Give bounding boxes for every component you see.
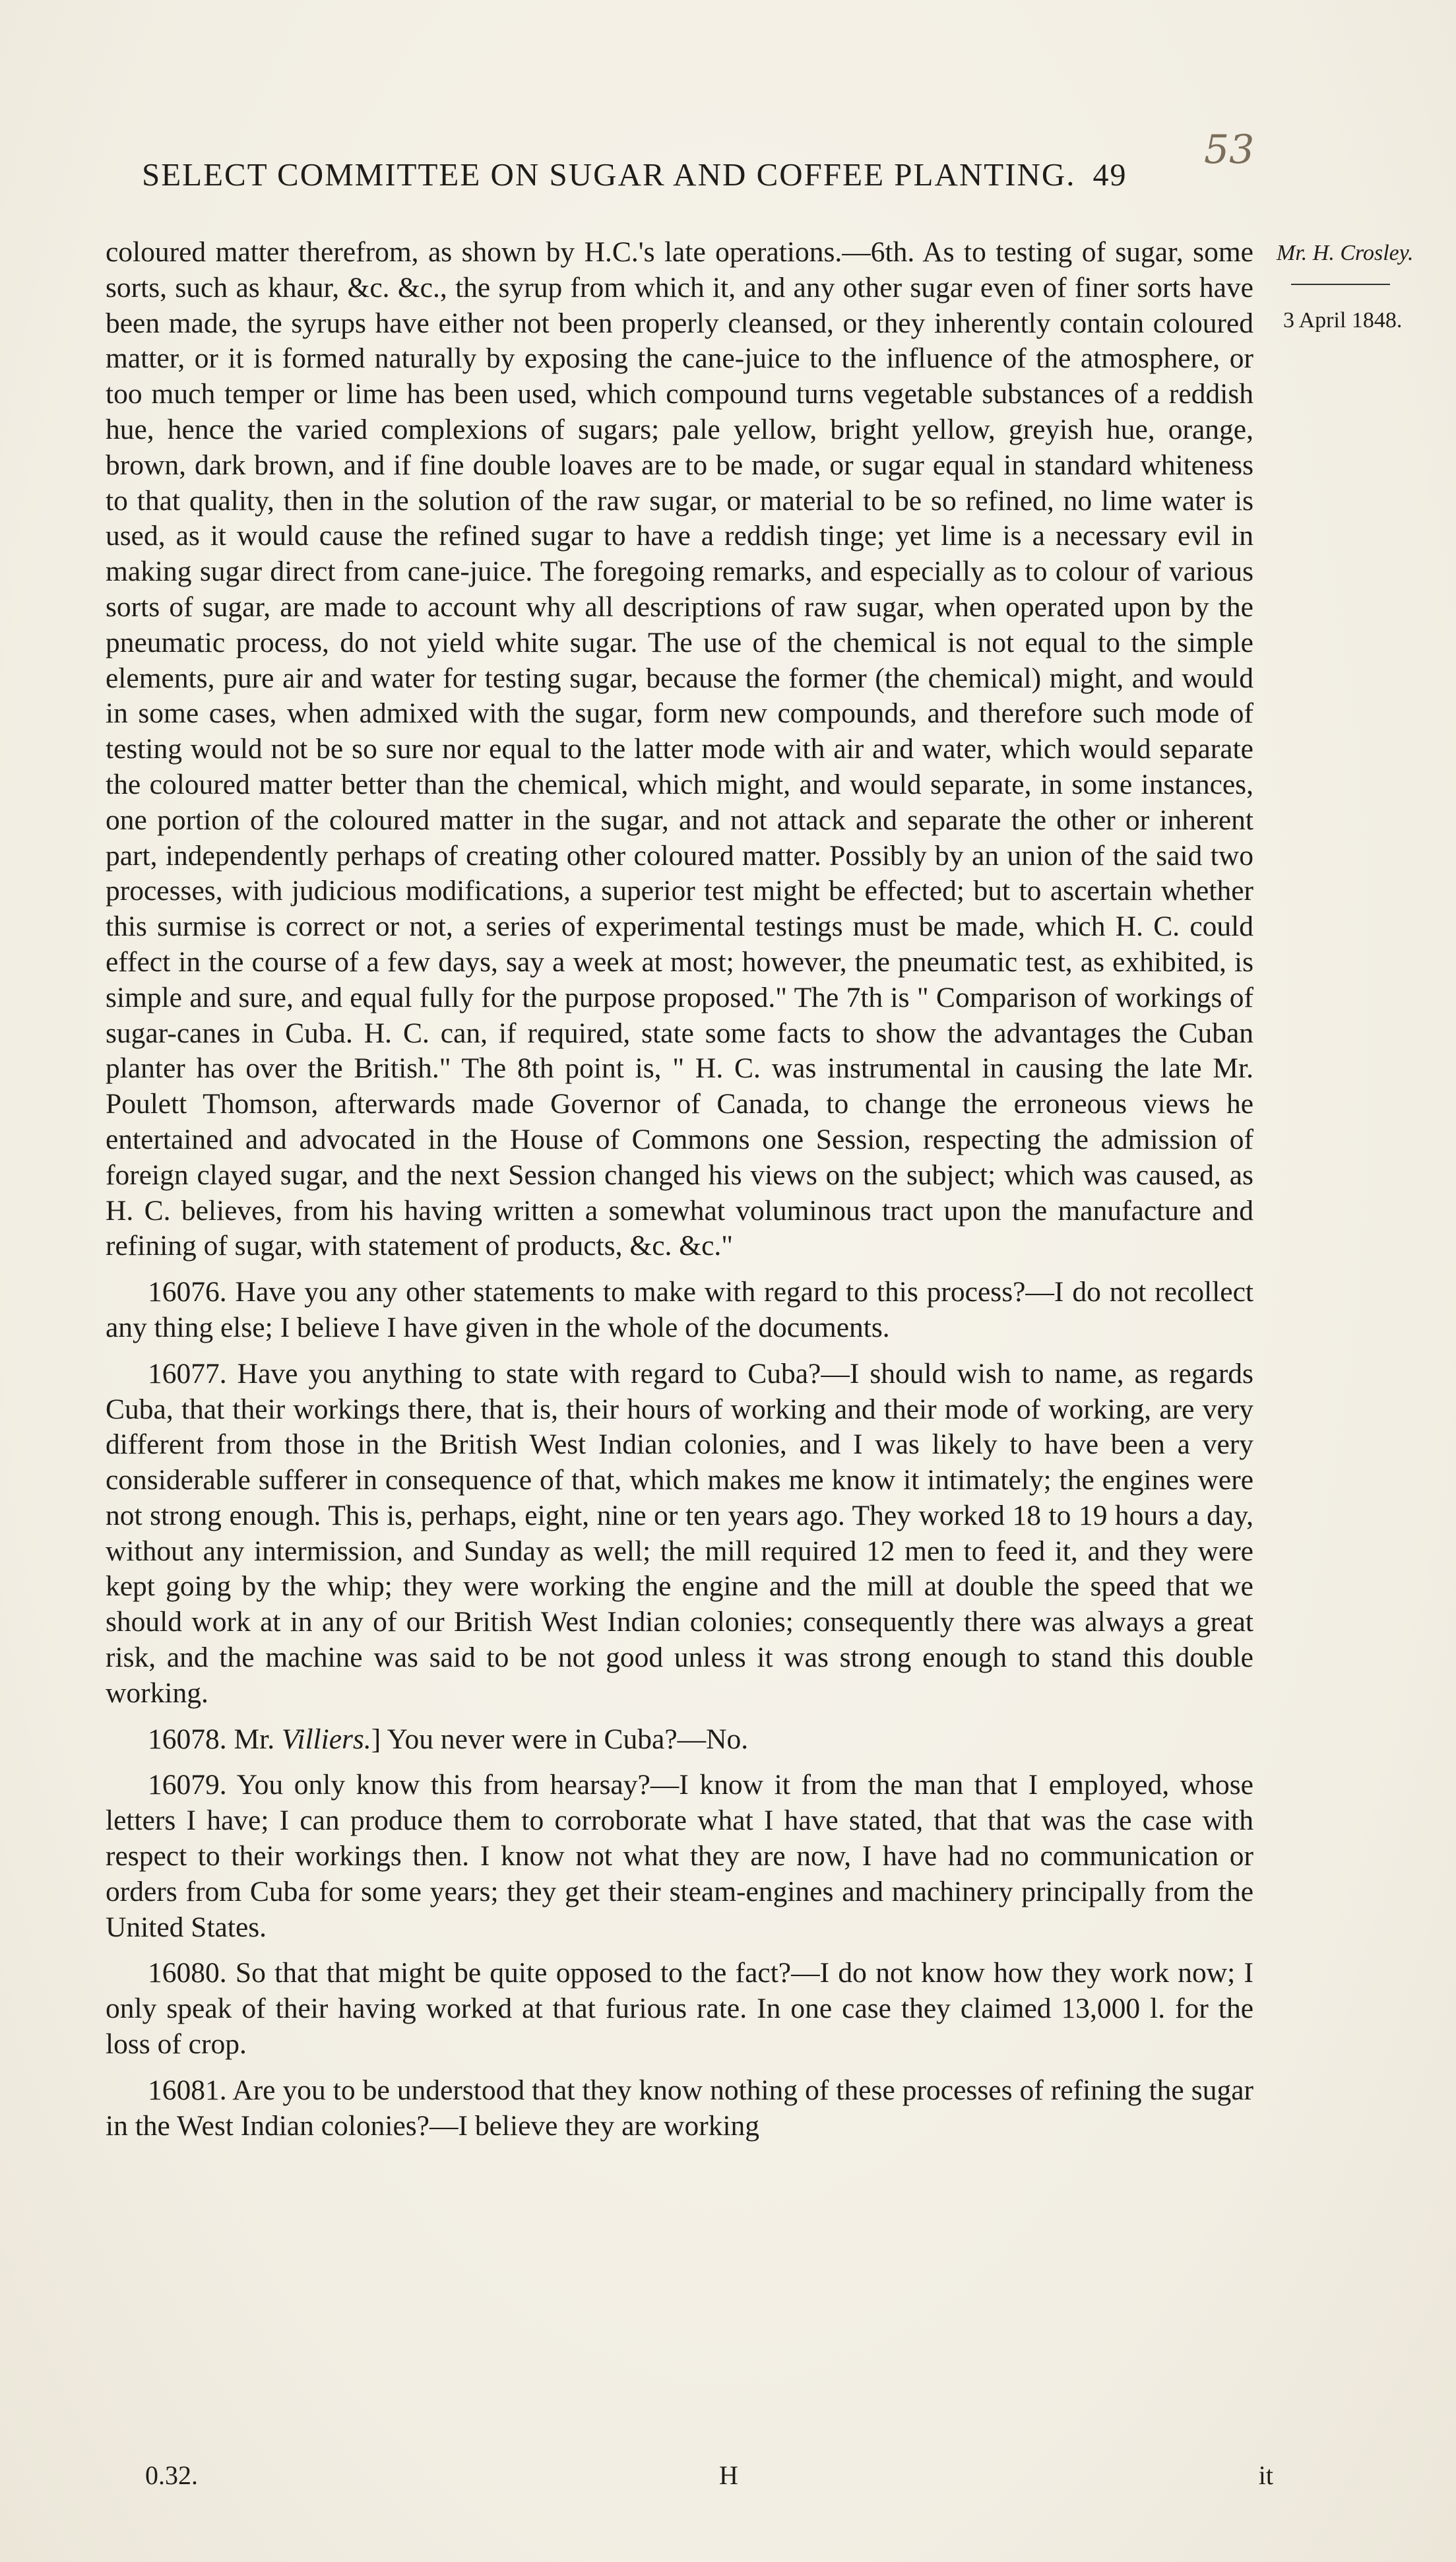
footer-signature: H (719, 2460, 738, 2490)
question-16078-text: ] You never were in Cuba?—No. (371, 1723, 749, 1755)
margin-date: 3 April 1848. (1283, 308, 1403, 333)
witness-name: Mr. H. Crosley. (1277, 241, 1414, 265)
margin-witness-name (1277, 239, 1435, 285)
question-16078 (106, 1722, 1253, 1758)
running-head-title: SELECT COMMITTEE ON SUGAR AND COFFEE PLANTING. (142, 156, 1076, 193)
question-16077: 16077. Have you anything to state with regard to Cuba?—I should wish to name, as regards Cuba, that their workings there, that is, their hours of working and their mode of working, are very different from those in the British West Indian colonies, and I was likely to have been a very considerable sufferer in consequence of that, which makes me know it intimately; the engines were not strong enough. This is, perhaps, eight, nine or ten years ago. They worked 18 to 19 hours a day, without any intermission, and Sunday as well; the mill required 12 men to feed it, and they were kept going by the whip; they were working the engine and the mill at double the speed that we should work at in any of our British West Indian colonies; consequently there was always a great risk, and the machine was said to be not good unless it was strong enough to stand this double working. (106, 1357, 1253, 1709)
question-16080: 16080. So that that might be quite opposed to the fact?—I do not know how they work now; I only speak of their having worked at that furious rate. In one case they claimed 13,000 l. for the loss of crop. (106, 1957, 1253, 2061)
margin-rule (1291, 284, 1390, 285)
page-number: 49 (1092, 158, 1127, 193)
body-text (106, 235, 1253, 2144)
question-16078-number: 16078. Mr. (148, 1723, 275, 1755)
footer-sheet-number: 0.32. (145, 2460, 198, 2490)
handwritten-folio-number: 53 (1204, 127, 1255, 173)
running-head (142, 156, 1263, 193)
question-16081: 16081. Are you to be understood that they know nothing of these processes of refining the sugar in the West Indian colonies?—I believe they are working (106, 2074, 1253, 2142)
footer-catchword: it (1258, 2460, 1273, 2490)
speaker-name: Villiers. (282, 1723, 371, 1755)
question-16079: 16079. You only know this from hearsay?—I know it from the man that I employed, whose letters I have; I can produce them to corroborate what I have stated, that that was the case with respect to their workings then. I know not what they are now, I have had no communication or orders from Cuba for some years; they get their steam-engines and machinery principally from the United States. (106, 1769, 1253, 1943)
paragraph-continued: coloured matter therefrom, as shown by H.C.'s late operations.—6th. As to testing of sugar, some sorts, such as khaur, &c. &c., the syrup from which it, and any other sugar even of finer sorts have been made, the syrups have either not been properly cleansed, or they inherently contain coloured matter, or it is formed naturally by exposing the cane-juice to the influence of the atmosphere, or too much temper or lime has been used, which compound turns vegetable substances of a reddish hue, hence the varied complexions of sugars; pale yellow, bright yellow, greyish hue, orange, brown, dark brown, and if fine double loaves are to be made, or sugar equal in standard whiteness to that quality, then in the solution of the raw sugar, or material to be so refined, no lime water is used, as it would cause the refined sugar to have a reddish tinge; yet lime is a necessary evil in making sugar direct from cane-juice. The foregoing remarks, and especially as to colour of various sorts of sugar, are made to account why all descriptions of raw sugar, when operated upon by the pneumatic process, do not yield white sugar. The use of the chemical is not equal to the simple elements, pure air and water for testing sugar, because the former (the chemical) might, and would in some cases, when admixed with the sugar, form new compounds, and therefore such mode of testing would not be so sure nor equal to the latter mode with air and water, which would separate the coloured matter better than the chemical, which might, and would separate, in some instances, one portion of the coloured matter in the sugar, and not attack and separate the other or inherent part, independently perhaps of creating other coloured matter. Possibly by an union of the said two processes, with judicious modifications, a superior test might be effected; but to ascertain whether this surmise is correct or not, a series of experimental testings must be made, which H. C. could effect in the course of a few days, say a week at most; however, the pneumatic test, as exhibited, is simple and sure, and equal fully for the purpose proposed." The 7th is " Comparison of workings of sugar-canes in Cuba. H. C. can, if required, state some facts to show the advantages the Cuban planter has over the British." The 8th point is, " H. C. was instrumental in causing the late Mr. Poulett Thomson, afterwards made Governor of Canada, to change the erroneous views he entertained and advocated in the House of Commons one Session, respecting the admission of foreign clayed sugar, and the next Session changed his views on the subject; which was caused, as H. C. believes, from his having written a somewhat voluminous tract upon the manufacture and refining of sugar, with statement of products, &c. &c." (106, 236, 1253, 1262)
question-16076: 16076. Have you any other statements to make with regard to this process?—I do not recollect any thing else; I believe I have given in the whole of the documents. (106, 1276, 1253, 1343)
